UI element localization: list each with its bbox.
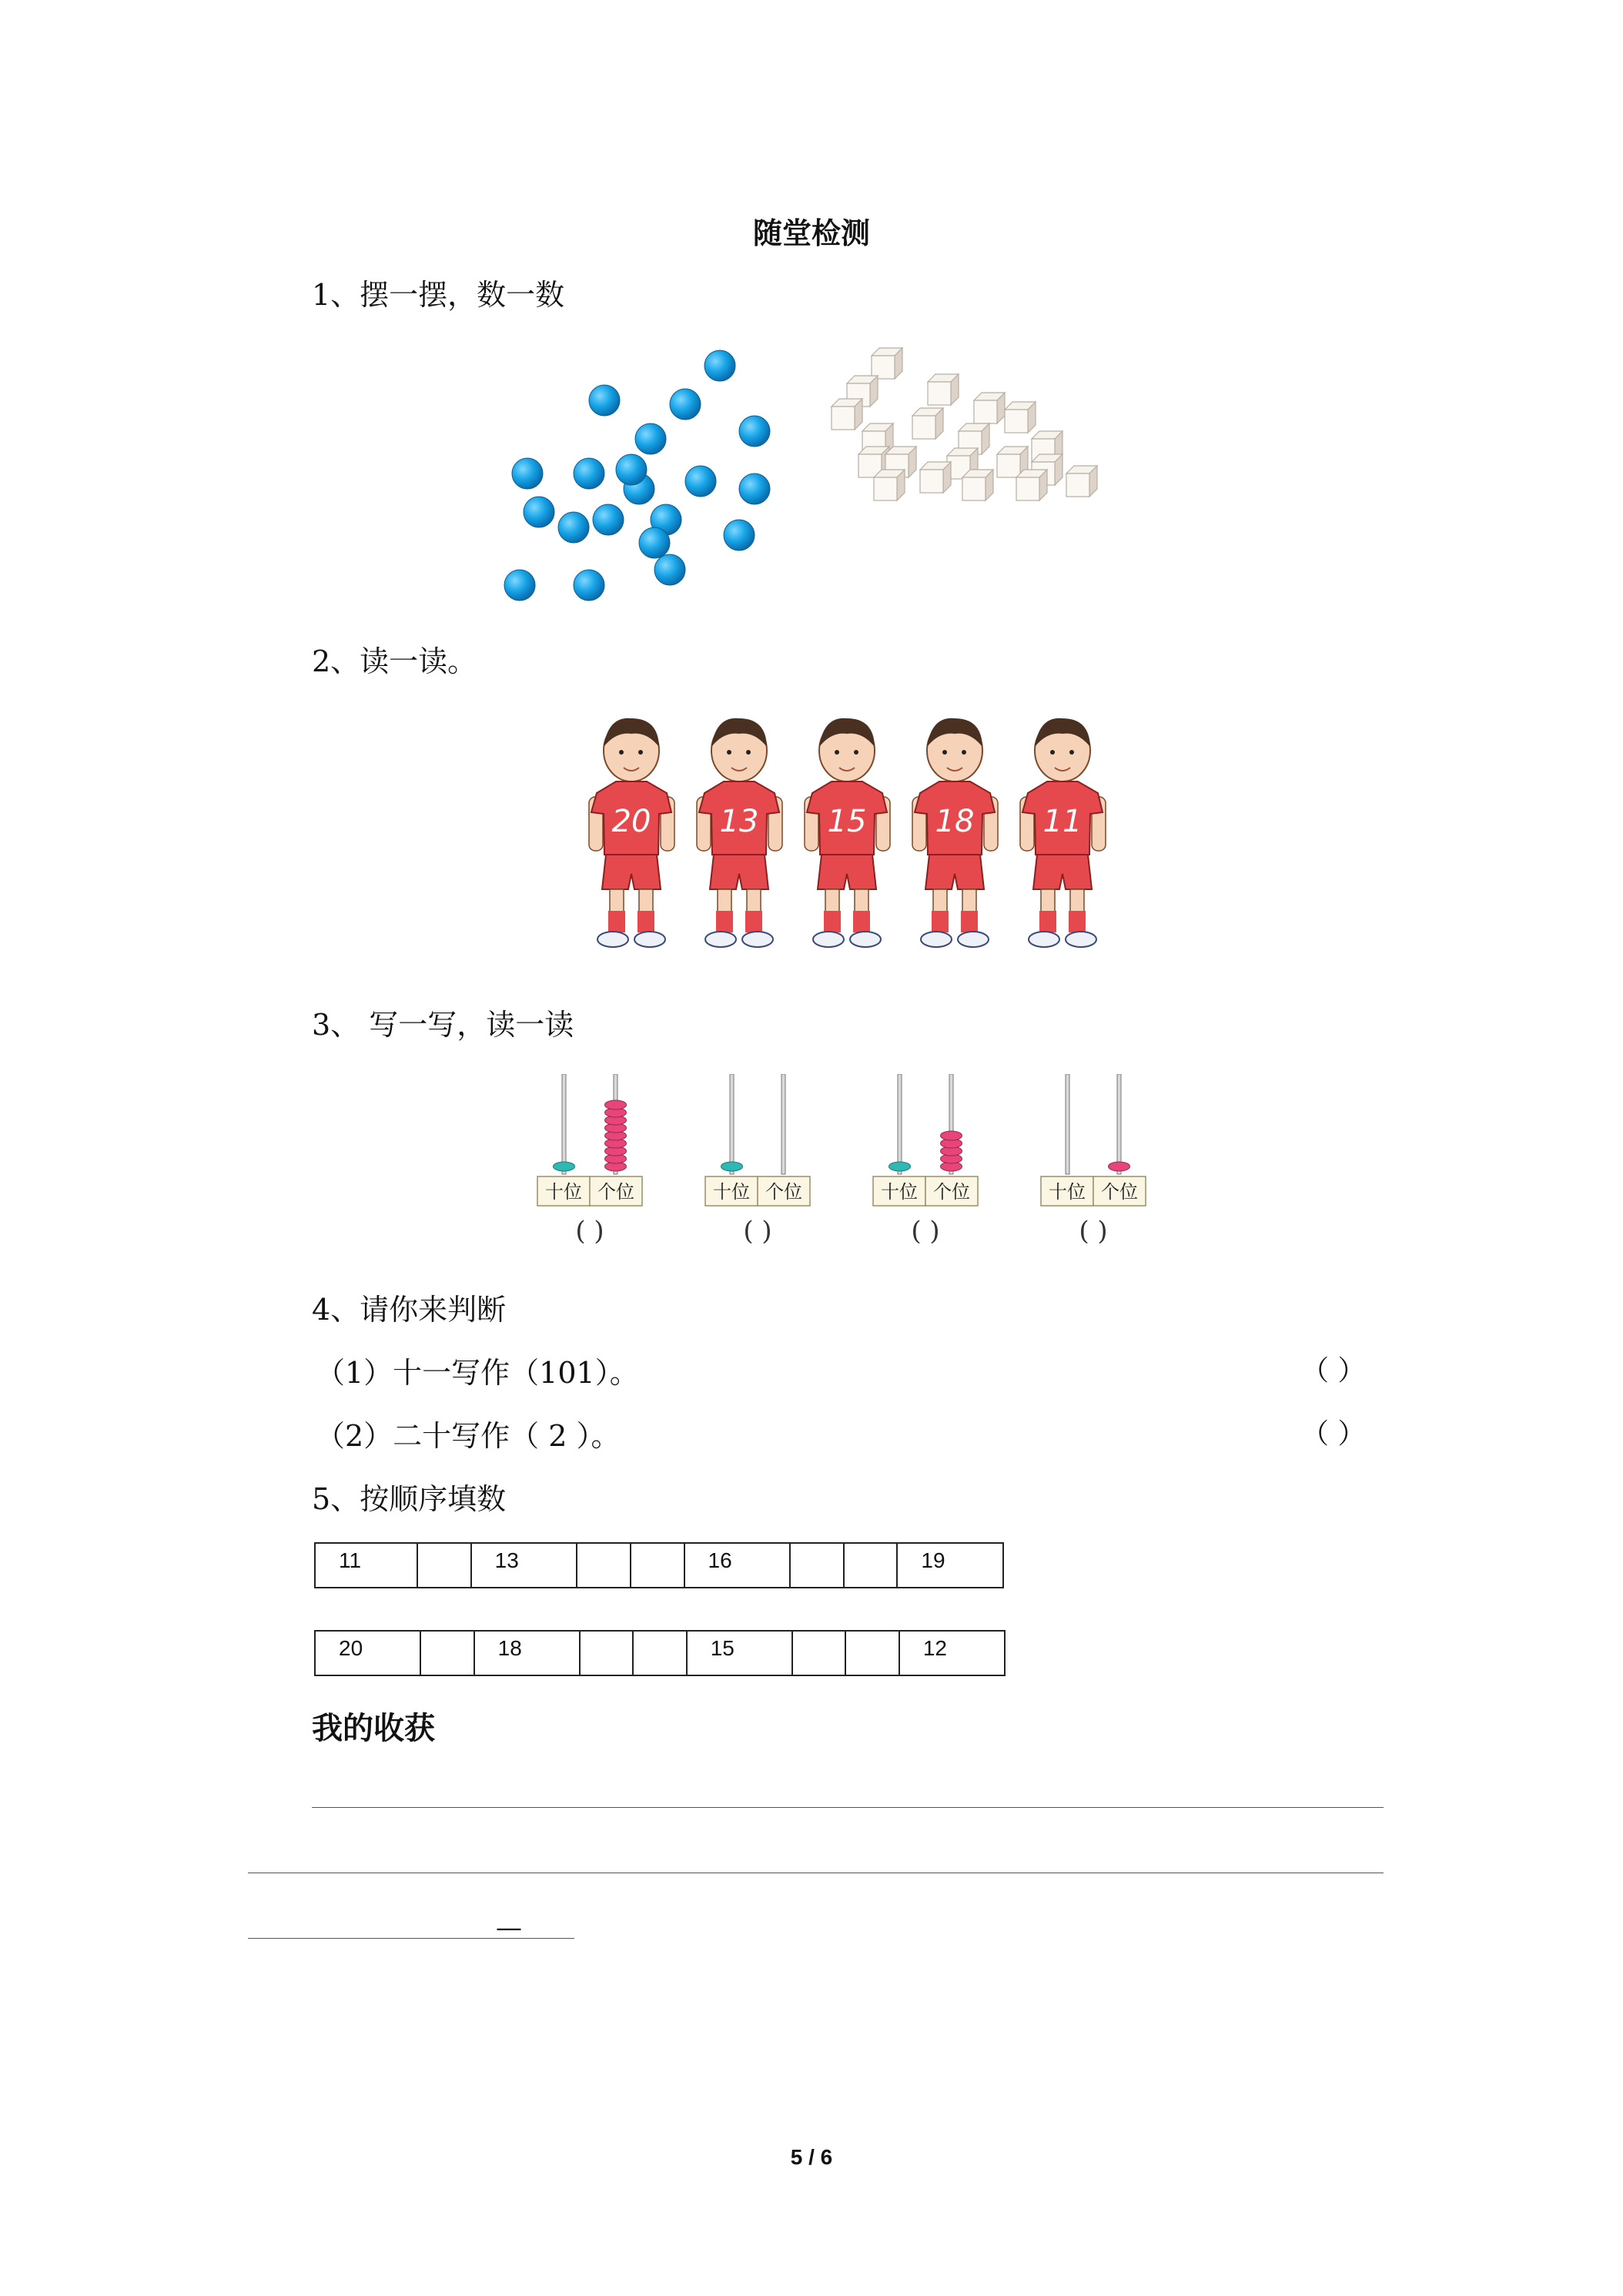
tens-bead xyxy=(721,1162,743,1171)
blue-beads xyxy=(504,350,770,601)
boy-figure xyxy=(1020,718,1106,947)
judge-item-1: （1）十一写作（101）。 xyxy=(316,1356,639,1390)
sequence-row-1 xyxy=(314,1542,1004,1588)
bead xyxy=(512,458,543,489)
bead xyxy=(616,454,647,485)
sequence-blank-cell[interactable] xyxy=(417,1543,471,1588)
tens-label: 十位 xyxy=(1049,1181,1086,1203)
cube xyxy=(832,407,855,430)
sequence-cell: 11 xyxy=(315,1543,417,1588)
bead xyxy=(574,570,604,601)
answer-line-1[interactable] xyxy=(312,1807,1384,1808)
ones-label: 个位 xyxy=(933,1181,970,1203)
tens-label: 十位 xyxy=(713,1181,750,1203)
jersey-number: 11 xyxy=(1042,804,1083,839)
ones-label: 个位 xyxy=(765,1181,802,1203)
judge-answer-2[interactable]: （ ） xyxy=(1301,1418,1366,1450)
sequence-cell: 15 xyxy=(687,1631,792,1675)
sequence-cell: 12 xyxy=(899,1631,1005,1675)
question-3: 3、 写一写，读一读 xyxy=(312,1008,574,1042)
question-4: 4、请你来判断 xyxy=(312,1293,507,1327)
bead xyxy=(654,554,685,585)
question-5: 5、按顺序填数 xyxy=(312,1482,507,1516)
bead xyxy=(574,458,604,489)
tens-label: 十位 xyxy=(881,1181,918,1203)
sequence-blank-cell[interactable] xyxy=(844,1543,898,1588)
bead xyxy=(704,350,735,381)
sequence-blank-cell[interactable] xyxy=(580,1631,633,1675)
jersey-number: 18 xyxy=(935,804,975,839)
judge-answer-1[interactable]: （ ） xyxy=(1301,1355,1366,1387)
answer-parentheses: ( ) xyxy=(1079,1216,1108,1247)
tens-label: 十位 xyxy=(545,1181,582,1203)
cube xyxy=(1016,477,1039,500)
bead xyxy=(670,389,701,420)
sequence-blank-cell[interactable] xyxy=(790,1543,844,1588)
answer-parentheses: ( ) xyxy=(911,1216,940,1247)
answer-parentheses: ( ) xyxy=(743,1216,772,1247)
ones-bead xyxy=(1109,1162,1130,1171)
sequence-blank-cell[interactable] xyxy=(631,1543,684,1588)
tens-bead xyxy=(889,1162,911,1171)
bead xyxy=(589,385,620,416)
jersey-number: 13 xyxy=(719,804,759,839)
ones-label: 个位 xyxy=(1101,1181,1138,1203)
bead xyxy=(524,497,554,527)
sequence-blank-cell[interactable] xyxy=(845,1631,899,1675)
cube xyxy=(997,454,1020,477)
q1-illustration xyxy=(493,346,1224,608)
cube xyxy=(1066,474,1089,497)
ones-label: 个位 xyxy=(597,1181,634,1203)
page-number: 5 / 6 xyxy=(790,2145,833,2169)
ones-bead xyxy=(941,1131,962,1140)
abacus xyxy=(873,1074,978,1247)
sequence-cell: 20 xyxy=(315,1631,420,1675)
abacus xyxy=(705,1074,810,1247)
sequence-row-2 xyxy=(314,1630,1006,1676)
bead xyxy=(593,504,624,535)
bead xyxy=(635,423,666,454)
cube xyxy=(1005,410,1028,433)
jersey-number: 20 xyxy=(611,804,651,839)
bead xyxy=(739,474,770,504)
cube xyxy=(962,477,986,500)
bead xyxy=(724,520,755,551)
sequence-cell: 18 xyxy=(474,1631,580,1675)
boy-figure xyxy=(697,718,782,947)
boy-figure xyxy=(912,718,998,947)
boys-illustration xyxy=(577,712,1132,974)
cube xyxy=(974,400,997,423)
bead xyxy=(739,416,770,447)
bead xyxy=(558,512,589,543)
boy-figure xyxy=(805,718,890,947)
sequence-blank-cell[interactable] xyxy=(633,1631,686,1675)
bead xyxy=(639,527,670,558)
tens-bead xyxy=(554,1162,575,1171)
white-cubes xyxy=(832,348,1097,500)
cube xyxy=(874,477,897,500)
sequence-blank-cell[interactable] xyxy=(792,1631,845,1675)
question-2: 2、读一读。 xyxy=(312,644,477,678)
bead xyxy=(685,466,716,497)
sequence-cell: 19 xyxy=(897,1543,1003,1588)
abacus-row xyxy=(531,1074,1186,1259)
sequence-blank-cell[interactable] xyxy=(577,1543,631,1588)
sequence-cell: 13 xyxy=(471,1543,577,1588)
ones-bead xyxy=(605,1100,627,1110)
cube xyxy=(912,416,935,439)
abacus xyxy=(1041,1074,1146,1247)
harvest-heading: 我的收获 xyxy=(312,1711,435,1746)
answer-parentheses: ( ) xyxy=(575,1216,604,1247)
answer-line-3[interactable] xyxy=(248,1938,574,1939)
jersey-number: 15 xyxy=(827,804,867,839)
cube xyxy=(920,470,943,493)
sequence-cell: 16 xyxy=(684,1543,791,1588)
judge-item-2: （2）二十写作（ 2 ）。 xyxy=(316,1419,621,1453)
abacus xyxy=(537,1074,642,1247)
page-title: 随堂检测 xyxy=(752,216,870,250)
bead xyxy=(504,570,535,601)
boy-figure xyxy=(589,718,674,947)
cube xyxy=(928,382,951,405)
question-1: 1、摆一摆，数一数 xyxy=(312,278,565,312)
answer-dash: — xyxy=(496,1913,522,1943)
sequence-blank-cell[interactable] xyxy=(420,1631,474,1675)
